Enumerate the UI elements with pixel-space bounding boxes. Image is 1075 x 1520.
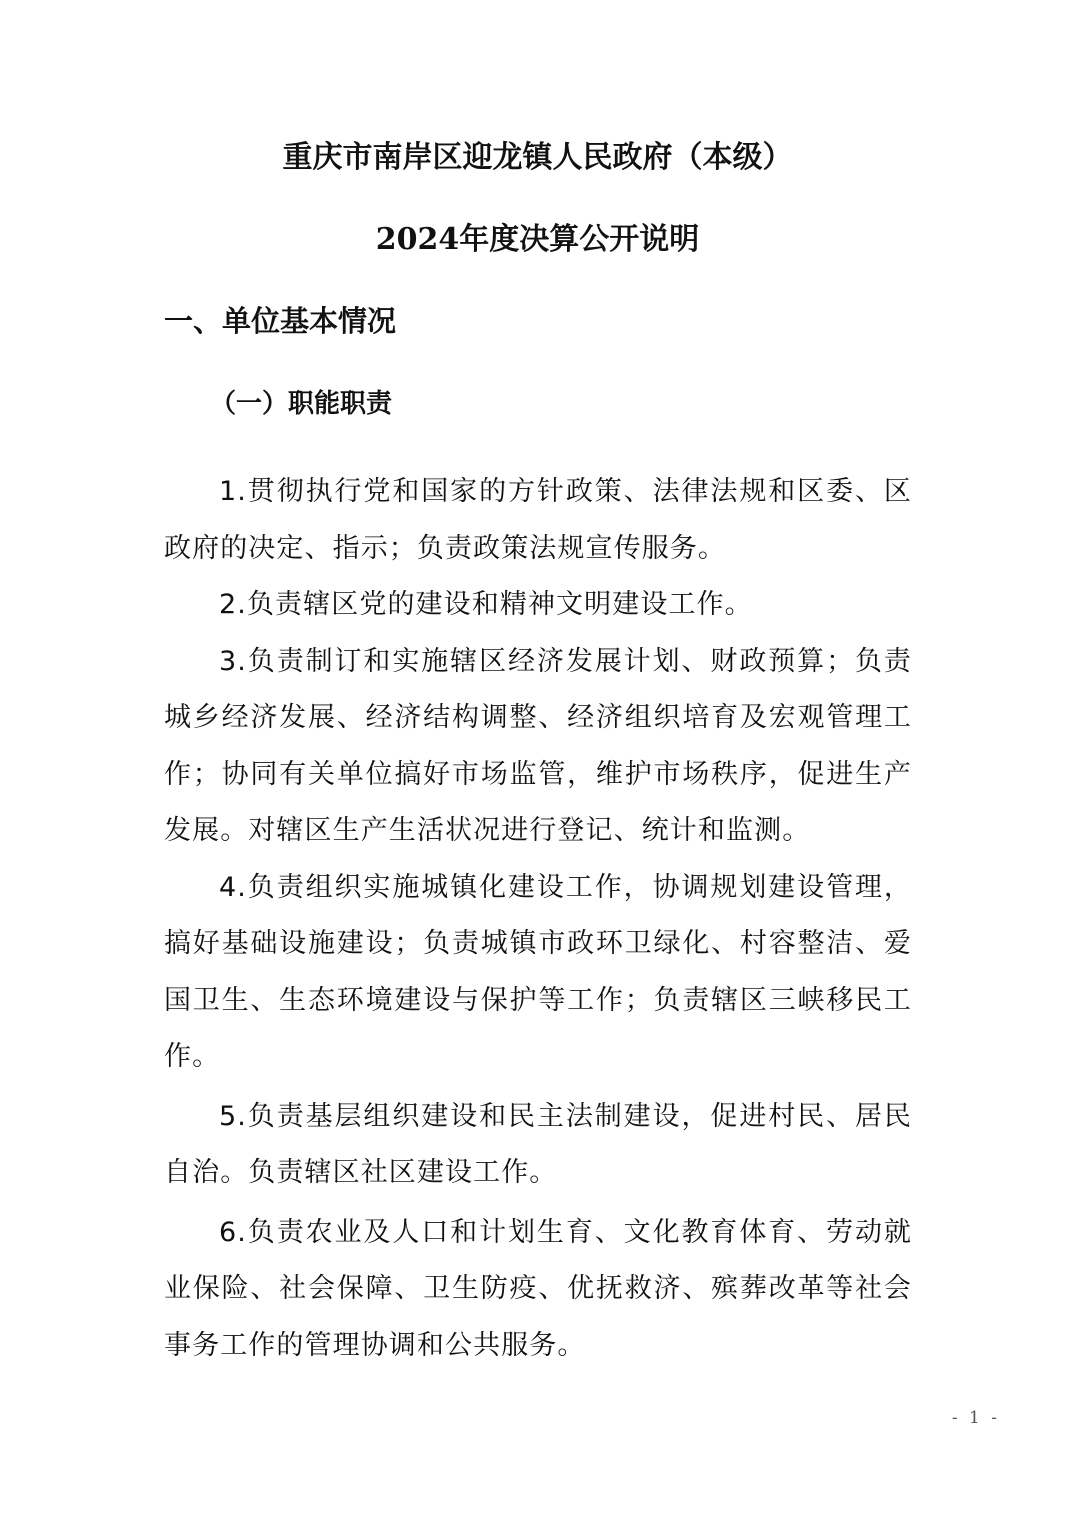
subsection-heading: （一）职能职责 <box>210 389 393 419</box>
page-number: - 1 - <box>951 1408 1000 1428</box>
duty-item: 2.负责辖区党的建设和精神文明建设工作。 <box>219 589 753 620</box>
duties-list <box>164 464 912 1374</box>
section-heading: 一、单位基本情况 <box>164 304 397 338</box>
document-title: 重庆市南岸区迎龙镇人民政府（本级） <box>282 140 793 175</box>
duty-item: 5.负责基层组织建设和民主法制建设，促进村民、居民自治。负责辖区社区建设工作。 <box>164 1100 912 1188</box>
duty-item: 1.贯彻执行党和国家的方针政策、法律法规和区委、区政府的决定、指示；负责政策法规宣传服务。 <box>164 476 912 564</box>
duty-item: 6.负责农业及人口和计划生育、文化教育体育、劳动就业保险、社会保障、卫生防疫、优抚救济、殡葬改革等社会事务工作的管理协调和公共服务。 <box>164 1216 912 1361</box>
duty-item: 4.负责组织实施城镇化建设工作，协调规划建设管理，搞好基础设施建设；负责城镇市政环卫绿化、村容整洁、爱国卫生、生态环境建设与保护等工作；负责辖区三峡移民工作。 <box>164 871 912 1072</box>
document-subtitle: 2024年度决算公开说明 <box>375 222 700 257</box>
duty-item: 3.负责制订和实施辖区经济发展计划、财政预算；负责城乡经济发展、经济结构调整、经济组织培育及宏观管理工作；协同有关单位搞好市场监管，维护市场秩序，促进生产发展。对辖区生产生活状况进行登记、统计和监测。 <box>164 645 912 846</box>
